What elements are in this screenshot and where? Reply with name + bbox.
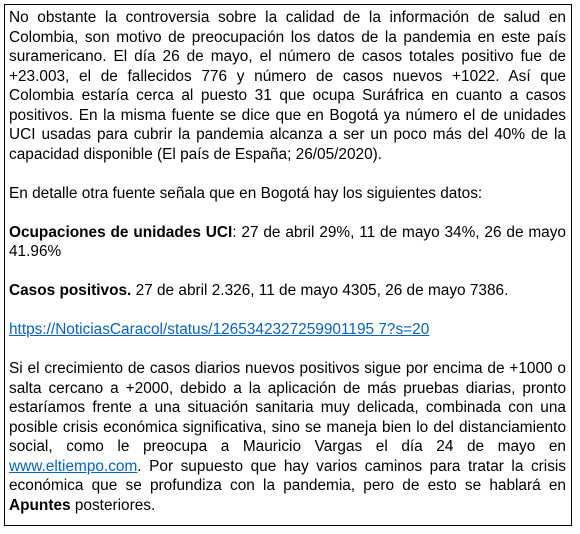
eltiempo-link[interactable]: www.eltiempo.com (9, 457, 138, 475)
paragraph-positive-cases (9, 281, 566, 301)
spacer (9, 301, 566, 321)
spacer (9, 164, 566, 184)
outlook-text-2: . Por supuesto que hay varios caminos para tratar la crisis económica que se profundiza con la pandemia, pero de esto se hablará en (9, 457, 566, 494)
paragraph-colombia-data: No obstante la controversia sobre la calidad de la información de salud en Colombia, son motivo de preocupación los datos de la pandemia en este país suramericano. El día 26 de mayo, el número de casos totales positivo fue de +23.003, el de fallecidos 776 y número de casos nuevos +1022. Así que Colombia estaría cerca al puesto 31 que ocupa Suráfrica en cuanto a casos positivos. En la misma fuente se dice que en Bogotá ya número el de unidades UCI usadas para cubrir la pandemia alcanza a ser un poco más del 40% de la capacidad disponible (El país de España; 26/05/2020). (9, 9, 566, 163)
paragraph-growth-outlook (9, 359, 566, 515)
paragraph-bogota-intro: En detalle otra fuente señala que en Bogotá hay los siguientes datos: (9, 184, 483, 202)
uci-label: Ocupaciones de unidades UCI (9, 223, 233, 241)
outlook-text-1: Si el crecimiento de casos diarios nuevos positivos sigue por encima de +1000 o salta cercano a +2000, debido a la aplicación de más pruebas diarias, pronto estaríamos frente a una situación sanitaria muy delicada, combinada con una posible crisis económica significativa, sino se maneja bien lo del distanciamiento social, como le preocupa a Mauricio Vargas el día 24 de mayo en (9, 360, 566, 455)
apuntes-bold: Apuntes (9, 496, 71, 514)
outlook-text-3: posteriores. (70, 496, 156, 514)
text-box (4, 4, 572, 526)
uci-values: : 27 de abril 29%, 11 de mayo 34%, 26 de mayo 41.96% (9, 223, 566, 260)
positive-cases-values: 27 de abril 2.326, 11 de mayo 4305, 26 de mayo 7386. (131, 282, 509, 299)
spacer (9, 340, 566, 360)
spacer (9, 262, 566, 282)
paragraph-uci-occupancy (9, 223, 566, 262)
spacer (9, 203, 566, 223)
paragraph-source-link (9, 320, 566, 340)
noticias-caracol-link[interactable]: https://NoticiasCaracol/status/1265342327259901195 7?s=20 (9, 321, 430, 338)
positive-cases-label: Casos positivos. (9, 282, 132, 299)
